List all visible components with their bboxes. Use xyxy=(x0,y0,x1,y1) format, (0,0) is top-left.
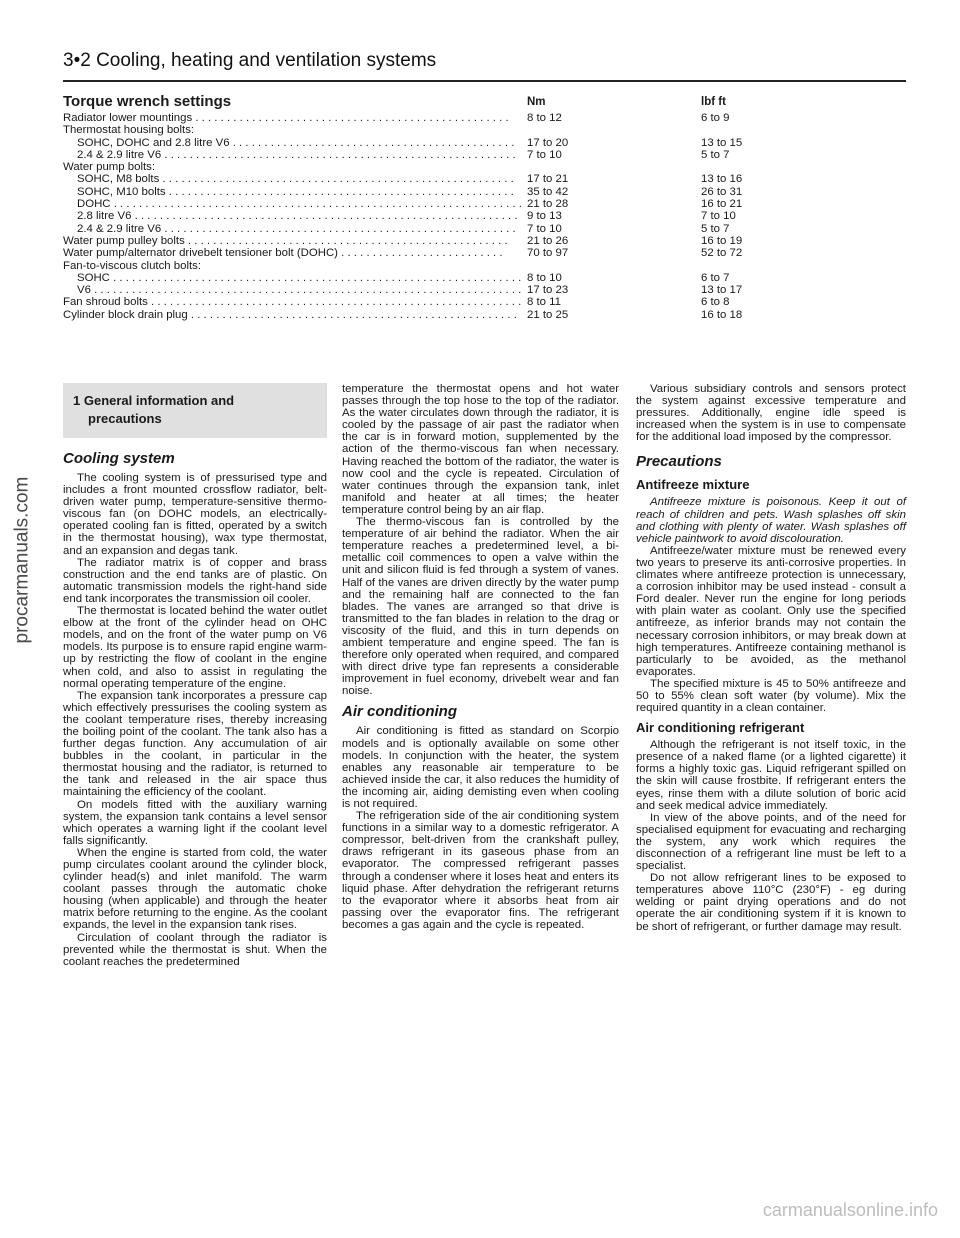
torque-row-label: V6 . . . . . . . . . . . . . . . . . . . . . . . . . . . . . . . . . . . . . . . . . . . . . . . . . . . . . . . . . . . . . . . . . . . . xyxy=(77,284,522,297)
torque-row xyxy=(63,161,906,173)
torque-row xyxy=(63,173,906,185)
torque-row-nm: 21 to 26 xyxy=(527,234,569,247)
paragraph: The cooling system is of pressurised type and includes a front mounted crossflow radiator, belt-driven water pump, temperature-sensitive thermo-viscous fan (on DOHC models, an electrically-operated cooling fan is fitted, operated by a switch in the thermostat housing), wax type thermostat, and an expansion and degas tank. xyxy=(63,472,327,557)
paragraph: Do not allow refrigerant lines to be exposed to temperatures above 110°C (230°F) - eg during welding or paint drying operations and do not operate the air conditioning system if it is known to be short of refrigerant, or further damage may result. xyxy=(636,872,906,933)
torque-row-lbft: 52 to 72 xyxy=(701,247,743,260)
air-conditioning-heading: Air conditioning xyxy=(342,703,457,721)
cooling-system-text-continued xyxy=(342,383,619,697)
torque-row-label: 2.4 & 2.9 litre V6 . . . . . . . . . . . . . . . . . . . . . . . . . . . . . . . . . . . . . . . . . . . . . . . . . . . . . . . . xyxy=(77,148,516,161)
torque-rows xyxy=(63,112,906,321)
paragraph: Antifreeze/water mixture must be renewed every two years to preserve its anti-corrosive properties. In climates where antifreeze protection is unnecessary, a corrosion inhibitor may be used instead - consult a Ford dealer. Never run the engine for long periods with plain water as coolant. Only use the specified antifreeze, as inferior brands may not contain the necessary corrosion inhibitors, or may break down at high temperatures. Antifreeze containing methanol is particularly to be avoided, as the methanol evaporates. xyxy=(636,544,906,678)
paragraph: On models fitted with the auxiliary warning system, the expansion tank contains a level sensor which operates a warning light if the coolant level falls significantly. xyxy=(63,798,327,847)
paragraph: The thermostat is located behind the water outlet elbow at the front of the cylinder head on OHC models, and on the front of the water pump on V6 models. Its purpose is to ensure rapid engine warm-up by restricting the flow of coolant in the engine when cold, and also to assist in regulating the normal operating temperature of the engine. xyxy=(63,605,327,690)
paragraph: The thermo-viscous fan is controlled by the temperature of air behind the radiator. When the air temperature reaches a predetermined level, a bi-metallic coil commences to open a valve within the unit and silicon fluid is fed through a system of vanes. Half of the vanes are driven directly by the water pump and the remaining half are connected to the fan blades. The vanes are arranged so that drive is transmitted to the fan blades in relation to the drag or viscosity of the fluid, and this in turn depends on ambient temperature and engine speed. The fan is therefore only operated when required, and compared with direct drive type fan represents a considerable improvement in fuel economy, drivebelt wear and fan noise. xyxy=(342,516,619,698)
torque-row-label: SOHC, M10 bolts . . . . . . . . . . . . . . . . . . . . . . . . . . . . . . . . . . . . . . . . . . . . . . . . . . . . . . . xyxy=(77,185,514,198)
refrigerant-heading: Air conditioning refrigerant xyxy=(636,720,805,736)
torque-row-lbft: 13 to 17 xyxy=(701,284,743,297)
torque-row xyxy=(63,124,906,136)
torque-row xyxy=(63,260,906,272)
torque-row xyxy=(63,210,906,222)
cooling-system-text xyxy=(63,472,327,968)
torque-row-lbft: 6 to 7 xyxy=(701,271,730,284)
torque-row xyxy=(63,149,906,161)
torque-row-nm: 8 to 10 xyxy=(527,271,562,284)
torque-row-label: Thermostat housing bolts: xyxy=(63,124,195,137)
cooling-system-heading: Cooling system xyxy=(63,450,175,467)
torque-row xyxy=(63,284,906,296)
torque-row-lbft: 5 to 7 xyxy=(701,148,730,161)
torque-row xyxy=(63,272,906,284)
torque-row-nm: 21 to 25 xyxy=(527,308,569,321)
torque-row-lbft: 6 to 9 xyxy=(701,112,730,124)
bottom-watermark: carmanualsonline.info xyxy=(762,1200,938,1220)
torque-row-label: 2.4 & 2.9 litre V6 . . . . . . . . . . . . . . . . . . . . . . . . . . . . . . . . . . . . . . . . . . . . . . . . . . . . . . . . xyxy=(77,222,516,235)
torque-row-label: 2.8 litre V6 . . . . . . . . . . . . . . . . . . . . . . . . . . . . . . . . . . . . . . . . . . . . . . . . . . . . . . . . . . . . . xyxy=(77,210,518,223)
controls-sensors-paragraph: Various subsidiary controls and sensors protect the system against excessive temperature and pressures. Additionally, engine idle speed is increased when the system is in use to compensate for the additional load imposed by the compressor. xyxy=(636,383,906,444)
torque-row-label: SOHC, M8 bolts . . . . . . . . . . . . . . . . . . . . . . . . . . . . . . . . . . . . . . . . . . . . . . . . . . . . . . . . xyxy=(77,173,514,186)
column-1 xyxy=(63,383,327,968)
section-number: 1 xyxy=(73,393,81,408)
torque-row-nm: 7 to 10 xyxy=(527,222,562,235)
torque-row-lbft: 13 to 16 xyxy=(701,173,743,186)
torque-row-nm: 17 to 21 xyxy=(527,173,569,186)
torque-row-lbft: 26 to 31 xyxy=(701,185,743,198)
torque-row-nm: 8 to 11 xyxy=(527,296,561,309)
refrigerant-text xyxy=(636,739,906,933)
torque-row-label: Water pump/alternator drivebelt tensioner bolt (DOHC) . . . . . . . . . . . . . . . . . . . . . . . . . . xyxy=(63,247,503,260)
torque-row-lbft: 16 to 21 xyxy=(701,198,743,211)
torque-row xyxy=(63,112,906,124)
page-header: 3•2 Cooling, heating and ventilation systems xyxy=(63,50,437,71)
paragraph: The refrigeration side of the air conditioning system functions in a similar way to a domestic refrigerator. A compressor, belt-driven from the crankshaft pulley, draws refrigerant in its gaseous phase from an evaporator. The compressed refrigerant passes through a condenser where it loses heat and enters its liquid phase. After dehydration the refrigerant returns to the evaporator where it absorbs heat from air passing over the evaporator fins. The refrigerant becomes a gas again and the cycle is repeated. xyxy=(342,810,619,931)
torque-row xyxy=(63,309,906,321)
paragraph: temperature the thermostat opens and hot water passes through the top hose to the top of the radiator. As the water circulates down through the radiator, it is cooled by the passage of air past the radiator when the car is in forward motion, supplemented by the action of the thermo-viscous fan when necessary. Having reached the bottom of the radiator, the water is now cool and the cycle is repeated. Circulation of water continues through the expansion tank, inlet manifold and heater at all times; the heater temperature control being by an air flap. xyxy=(342,383,619,516)
paragraph: Circulation of coolant through the radiator is prevented while the thermostat is shut. When the coolant reaches the predetermined xyxy=(63,931,327,968)
column-header-lbft: lbf ft xyxy=(701,96,726,108)
torque-row xyxy=(63,235,906,247)
torque-row-lbft: 7 to 10 xyxy=(701,210,736,223)
column-3 xyxy=(636,383,906,933)
torque-row-label: DOHC . . . . . . . . . . . . . . . . . . . . . . . . . . . . . . . . . . . . . . . . . . . . . . . . . . . . . . . . . . . . . . . . . xyxy=(77,198,522,211)
paragraph: When the engine is started from cold, the water pump circulates coolant around the cylinder block, cylinder head(s) and inlet manifold. The warm coolant passes through the automatic choke housing (when applicable) and through the heater matrix before returning to the engine. As the coolant expands, the level in the expansion tank rises. xyxy=(63,846,327,932)
torque-row-label: SOHC . . . . . . . . . . . . . . . . . . . . . . . . . . . . . . . . . . . . . . . . . . . . . . . . . . . . . . . . . . . . . . . . . xyxy=(77,271,522,284)
section-title-line2: precautions xyxy=(88,411,162,426)
header-rule xyxy=(63,80,906,82)
torque-settings-table xyxy=(63,92,906,321)
torque-row-lbft: 6 to 8 xyxy=(701,296,730,309)
air-conditioning-text xyxy=(342,725,619,931)
torque-row-label: Radiator lower mountings . . . . . . . . . . . . . . . . . . . . . . . . . . . . . . . . . . . . . . . . . . . . . . . . . . xyxy=(63,112,509,124)
torque-row xyxy=(63,137,906,149)
torque-row-lbft: 16 to 18 xyxy=(701,308,743,321)
torque-row xyxy=(63,247,906,259)
torque-row-label: Fan-to-viscous clutch bolts: xyxy=(63,259,202,272)
torque-row-nm: 9 to 13 xyxy=(527,210,562,223)
torque-row-label: Fan shroud bolts . . . . . . . . . . . . . . . . . . . . . . . . . . . . . . . . . . . . . . . . . . . . . . . . . . . . . . . . . . . xyxy=(63,296,522,309)
precautions-heading: Precautions xyxy=(636,453,722,471)
torque-row-nm: 35 to 42 xyxy=(527,185,569,198)
antifreeze-warning: Antifreeze mixture is poisonous. Keep it out of reach of children and pets. Wash splashes off skin and clothing with plenty of water. Wash splashes off vehicle paintwork to avoid discolouration. xyxy=(636,496,906,545)
torque-row xyxy=(63,186,906,198)
side-watermark: procarmanuals.com xyxy=(11,476,33,644)
section-heading-box xyxy=(63,383,327,438)
torque-row-nm: 70 to 97 xyxy=(527,247,569,260)
paragraph: The expansion tank incorporates a pressure cap which effectively pressurises the cooling system as the coolant temperature rises, thereby increasing the boiling point of the coolant. The tank also has a further degas function. Any accumulation of air bubbles in the coolant, in particular in the thermostat housing and the radiator, is returned to the tank and released in the air space thus maintaining the efficiency of the coolant. xyxy=(63,689,327,799)
antifreeze-text xyxy=(636,545,906,714)
torque-row-nm: 17 to 23 xyxy=(527,284,569,297)
antifreeze-heading: Antifreeze mixture xyxy=(636,477,750,493)
torque-row xyxy=(63,198,906,210)
torque-table-header xyxy=(63,92,906,112)
section-title-line1: General information and xyxy=(83,393,235,408)
torque-row-label: Water pump pulley bolts . . . . . . . . . . . . . . . . . . . . . . . . . . . . . . . . . . . . . . . . . . . . . . . . . . . xyxy=(63,234,508,247)
paragraph: In view of the above points, and of the need for specialised equipment for evacuating and recharging the system, any work which requires the disconnection of a refrigerant line must be left to a specialist. xyxy=(636,811,906,873)
torque-row-nm: 7 to 10 xyxy=(527,148,562,161)
torque-row xyxy=(63,296,906,308)
torque-row-label: Cylinder block drain plug . . . . . . . . . . . . . . . . . . . . . . . . . . . . . . . . . . . . . . . . . . . . . . . . . . . . xyxy=(63,308,517,321)
column-header-nm: Nm xyxy=(527,96,546,108)
paragraph: The specified mixture is 45 to 50% antifreeze and 50 to 55% clean soft water (by volume). Mix the required quantity in a clean container. xyxy=(636,677,906,715)
torque-row-label: Water pump bolts: xyxy=(63,161,156,174)
column-2 xyxy=(342,383,619,931)
paragraph: The radiator matrix is of copper and brass construction and the end tanks are of plastic. On automatic transmission models the right-hand side end tank incorporates the transmission oil cooler. xyxy=(63,556,327,605)
torque-row-lbft: 16 to 19 xyxy=(701,234,743,247)
torque-row xyxy=(63,223,906,235)
paragraph: Although the refrigerant is not itself toxic, in the presence of a naked flame (or a lighted cigarette) it forms a highly toxic gas. Liquid refrigerant spilled on the skin will cause frostbite. If refrigerant enters the eyes, rinse them with a dilute solution of boric acid and seek medical advice immediately. xyxy=(636,739,906,812)
torque-row-nm: 8 to 12 xyxy=(527,112,562,124)
torque-row-label: SOHC, DOHC and 2.8 litre V6 . . . . . . . . . . . . . . . . . . . . . . . . . . . . . . . . . . . . . . . . . . . . . xyxy=(77,136,515,149)
torque-title: Torque wrench settings xyxy=(63,93,232,110)
torque-row-nm: 21 to 28 xyxy=(527,198,569,211)
torque-row-lbft: 5 to 7 xyxy=(701,222,730,235)
torque-row-lbft: 13 to 15 xyxy=(701,136,743,149)
paragraph: Air conditioning is fitted as standard on Scorpio models and is optionally available on some other models. In conjunction with the heater, the system enables any reasonable air temperature to be achieved inside the car, it also reduces the humidity of the incoming air, aiding demisting even when cooling is not required. xyxy=(342,725,619,810)
torque-row-nm: 17 to 20 xyxy=(527,136,569,149)
